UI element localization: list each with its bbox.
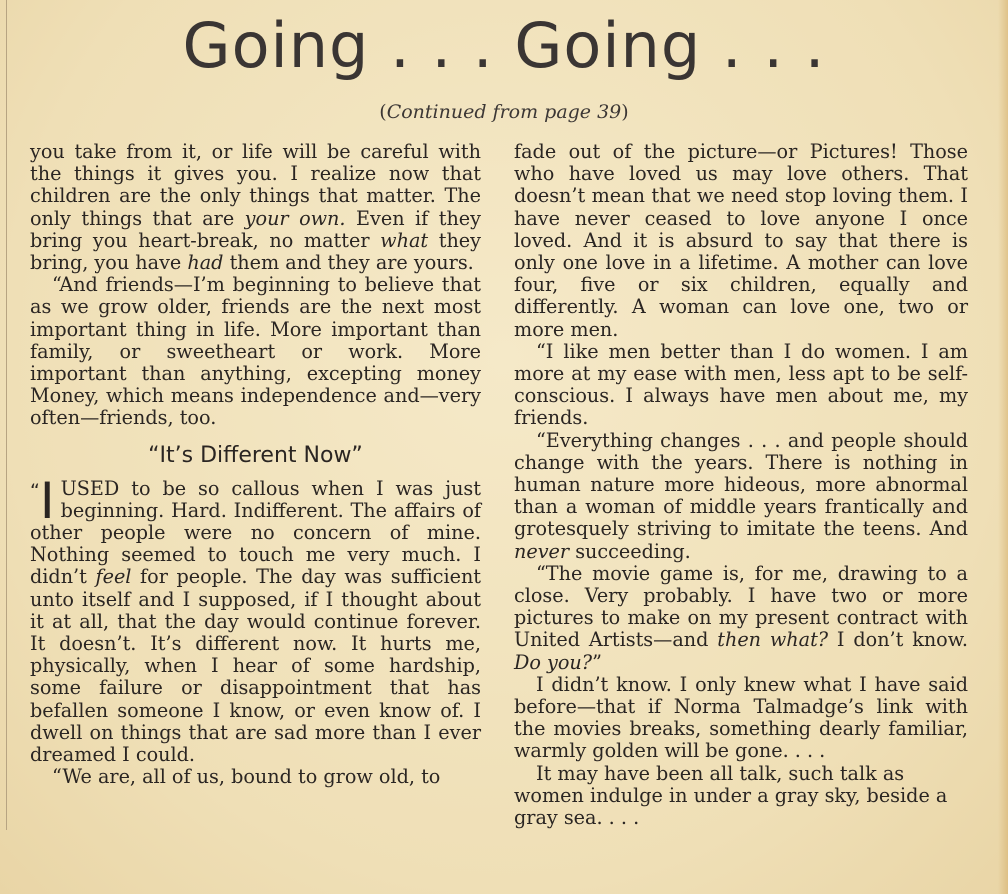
emphasis: Do you? <box>514 650 593 674</box>
emphasis: your own. <box>244 206 346 230</box>
paragraph <box>514 430 968 563</box>
paragraph: “I like men better than I do women. I am more at my ease with men, less apt to be self-conscious. I always have men about me, my friends. <box>514 339 968 430</box>
emphasis: never <box>514 539 570 563</box>
paragraph <box>514 563 968 674</box>
emphasis: feel <box>95 565 132 589</box>
paragraph: “We are, all of us, bound to grow old, to <box>52 765 441 789</box>
continued-note-text: Continued from page 39 <box>386 101 622 123</box>
paragraph: It may have been all talk, such talk as women indulge in under a gray sky, beside a gray sea. . . . <box>514 761 948 830</box>
text-run: Even if they bring you heart-break, no matter <box>30 206 482 252</box>
continued-close-paren: ) <box>621 101 629 123</box>
emphasis: then what? <box>717 628 829 652</box>
text-run: “The movie game is, for me, drawing to a close. Very probably. I have two or more pictures to make on my present contract with United Artists—and <box>514 561 968 652</box>
text-run: they bring, you have <box>30 228 481 275</box>
paragraph <box>30 141 481 274</box>
text-run: them and they are yours. <box>223 251 474 275</box>
page-edge-shadow <box>998 0 1008 894</box>
drop-cap-letter: I <box>39 471 55 530</box>
text-run: succeeding. <box>569 539 691 563</box>
drop-cap <box>30 471 55 530</box>
continued-note <box>0 98 1008 126</box>
text-run: “Everything changes . . . and people should change with the years. There is nothing in human nature more hideous, more abnormal than a woman of middle years frantically and grotesquely striving to imitate the teens. And <box>514 428 968 541</box>
emphasis: had <box>187 251 224 275</box>
right-column <box>514 141 968 829</box>
continued-open-paren: ( <box>379 101 387 123</box>
paragraph: I didn’t know. I only knew what I have said before—that if Norma Talmadge’s link with the movies breaks, something dearly familiar, warmly golden will be gone. . . . <box>514 672 968 763</box>
drop-cap-quote: “ <box>30 479 40 502</box>
paragraph-with-dropcap <box>30 471 482 767</box>
text-run: USED to be so callous when I was just beginning. Hard. Indifferent. The affairs of other people were no concern of mine. Nothing seemed to touch me very much. I didn’t <box>30 476 481 589</box>
emphasis: what <box>380 228 429 252</box>
text-run: for people. The day was sufficient unto itself and I supposed, if I thought about it at all, that the day would continue forever. It doesn’t. It’s different now. It hurts me, physically, when I hear of some hardship, some failure or disappointment that has befallen someone I know, or even know of. I dwell on things that are sad more than I ever dreamed I could. <box>30 565 482 767</box>
section-subheading: “It’s Different Now” <box>148 442 363 468</box>
paragraph: “And friends—I’m beginning to believe that as we grow older, friends are the next most important thing in life. More important than family, or sweetheart or work. More important than anything, excepting money Money, which means independence and—very often—friends, too. <box>30 273 481 430</box>
article-title: Going . . . Going . . . <box>182 9 826 82</box>
text-run: you take from it, or life will be careful with the things it gives you. I realize now that children are the only things that matter. The only things that are <box>30 140 481 230</box>
paragraph: fade out of the picture—or Pictures! Those who have loved us may love others. That doesn’t mean that we need stop loving them. I have never ceased to love anyone I once loved. And it is absurd to say that there is only one love in a lifetime. A mother can love four, five or six children, equally and differently. A woman can love one, two or more men. <box>514 140 968 341</box>
text-run: I don’t know. <box>828 628 968 652</box>
left-column <box>30 141 481 788</box>
text-run: ” <box>592 650 602 674</box>
